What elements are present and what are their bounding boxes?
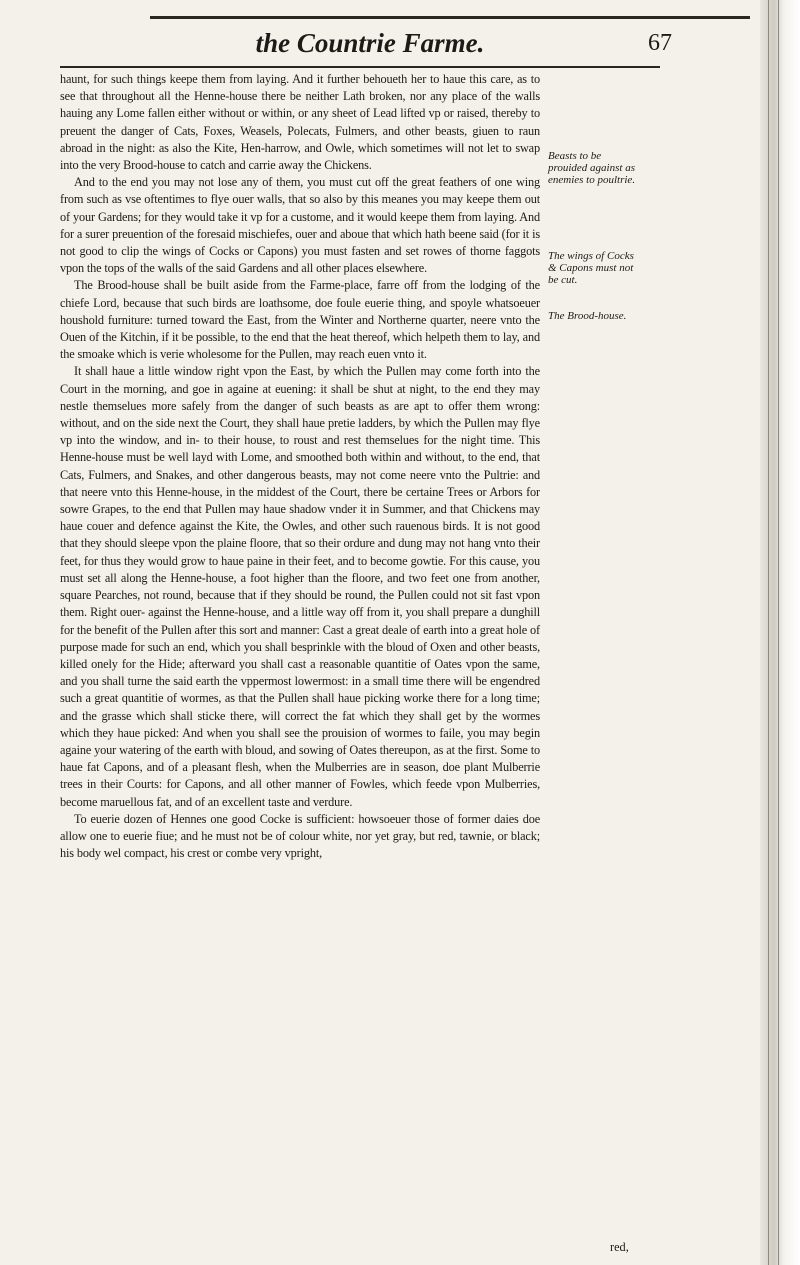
paragraph: haunt, for such things keepe them from laying. And it further behoueth her to haue this care, as to see that throughout all the Henne-house there be neither Lath broken, nor any place of the walls hauing any Lome fallen either without or within, or any sheet of Lead lifted vp or raised, thereby to preuent the danger of Cats, Foxes, Weasels, Polecats, Fulmers, and other beasts, giuen to raun abroad in the night: as also the Kite, Hen-harrow, and Owle, which sometimes will not let to swap into the very Brood-house to catch and carrie away the Chickens.	[60, 72, 540, 173]
running-head: the Countrie Farme.	[255, 28, 485, 58]
margin-note-wings: The wings of Cocks & Capons must not be cut.	[548, 250, 634, 286]
page-number: 67	[648, 30, 672, 56]
header-rule	[60, 66, 660, 68]
page-header	[0, 28, 760, 68]
top-rule	[150, 16, 750, 19]
page-gutter	[760, 0, 800, 1265]
paragraph: And to the end you may not lose any of them, you must cut off the great feathers of one wing from such as vse oftentimes to flye ouer walls, that so also by this meanes you may keepe them out of your Gardens; for they would take it vp for a custome, and it would keepe them from laying. And for a surer preuention of the foresaid mischiefes, ouer and aboue that which hath beene said (for it is not good to clip the wings of Cocks or Capons) you must fasten and set rowes of thorne faggots vpon the tops of the walls of the said Gardens and all other places elsewhere.	[60, 175, 540, 276]
margin-note-beasts: Beasts to be prouided against as enemies to poultrie.	[548, 150, 636, 186]
paragraph: To euerie dozen of Hennes one good Cocke is sufficient: howsoeuer those of former daies doe allow one to euerie fiue; and he must not be of colour white, nor yet gray, but red, tawnie, or black; his body wel compact, his crest or combe very vpright,	[60, 811, 540, 861]
paragraph: It shall haue a little window right vpon the East, by which the Pullen may come forth into the Court in the morning, and goe in againe at euening: it shall be shut at night, to the end they may nestle themselues more safely from the danger of such beasts as are apt to offer them wrong: without, and on the side next the Court, they shall haue pretie ladders, by which the Pullen may flye vp into the window, and in- to their house, to roust and rest themselues for the night time. This Henne-house must be well layd with Lome, and smoothed both within and without, to the end, that Cats, Fulmers, and Snakes, and other dangerous beasts, may not come neere vnto the Pultrie: and that neere vnto this Henne-house, in the middest of the Court, there be certaine Trees or Arbors for sowre Grapes, to the end that Pullen may haue shadow vnder it in Summer, and that Chickens may haue couer and defence against the Kite, the Owles, and other such rauenous birds. It is not good that they should sleepe vpon the plaine floore, that so their ordure and dung may not hang vnto their feet, for thus they would grow to haue paine in their feet, and to become gowtie. For this cause, you must set all along the Henne-house, a foot higher than the floore, and two feet one from another, square Pearches, not round, because that if they should be round, the Pullen could not sit fast vpon them. Right ouer- against the Henne-house, and a little way off from it, you shall prepare a dunghill for the benefit of the Pullen after this sort and manner: Cast a great deale of earth into a great hole of purpose made for such an end, which you shall besprinkle with the bloud of Oxen and other beasts, killed onely for the Hide; afterward you shall cast a reasonable quantitie of Oates vpon the same, and you shall turne the said earth the vppermost lowermost: in a small time there will be engendred such a great quantitie of wormes, as that the Pullen shall haue picking worke there for a long time; and the grasse which shall sticke there, will correct the fat which they shall get by the wormes which they haue picked: And when you shall see the prouision of wormes to faile, you may begin againe your watering of the earth with bloud, and sowing of Oates thereupon, as at the first. Some to haue fat Capons, and of a pleasant flesh, when the Mulberries are in season, doe plant Mulberrie trees in their Courts: for Capons, and all other manner of Fowles, which feede vpon Mulberries, become maruellous fat, and of an excellent taste and verdure.	[60, 364, 540, 809]
paragraph: The Brood-house shall be built aside from the Farme-place, farre off from the lodging of the chiefe Lord, because that such birds are loathsome, doe foule euerie thing, and spoyle whatsoeuer houshold furniture: turned toward the East, from the Winter and Northerne quarter, neere vnto the Ouen of the Kitchin, if it be possible, to the end that the heat thereof, which helpeth them to lay, and the smoake which is verie wholesome for the Pullen, may reach euen vnto it.	[60, 278, 540, 362]
gutter-line	[778, 0, 779, 1265]
gutter-line	[768, 0, 769, 1265]
body-text	[60, 71, 540, 862]
catchword: red,	[610, 1240, 629, 1254]
margin-note-brood-house: The Brood-house.	[548, 310, 627, 322]
